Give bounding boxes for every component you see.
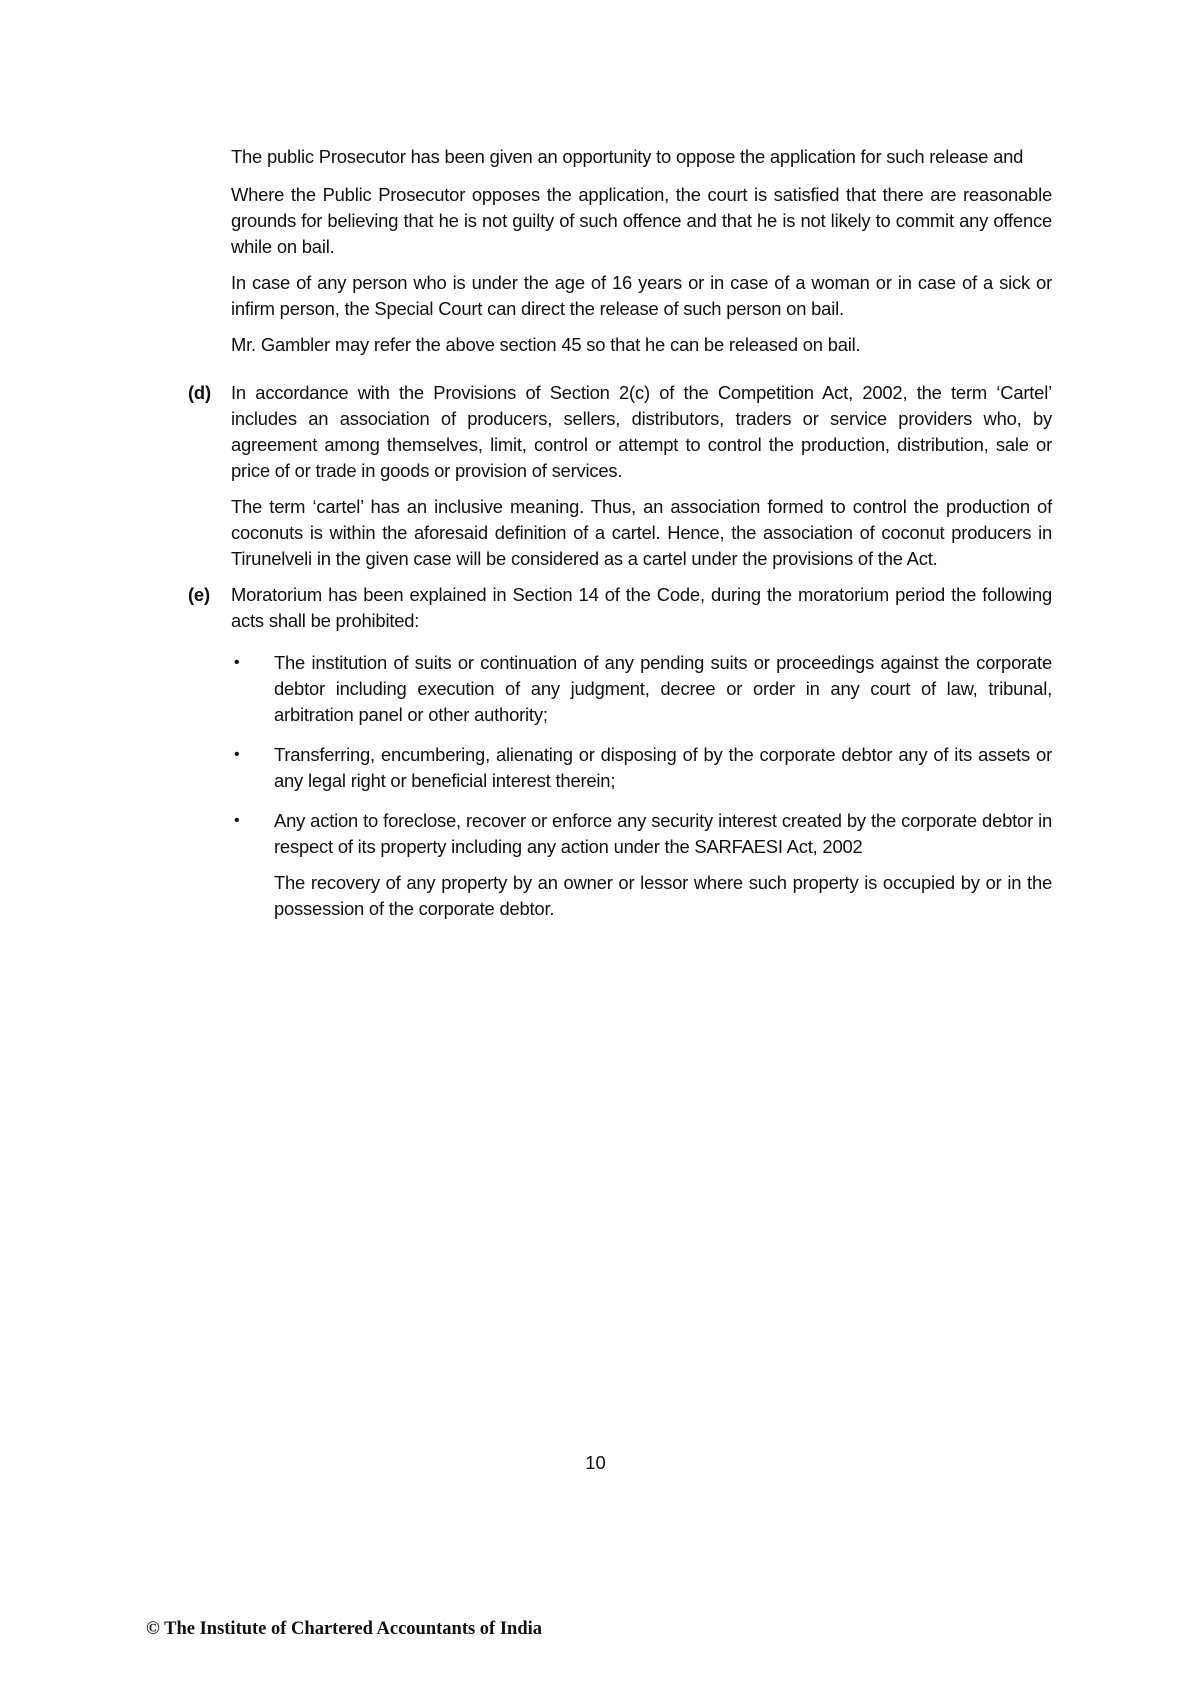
footer-copyright: © The Institute of Chartered Accountants of India (146, 1619, 543, 1639)
page-body (146, 144, 1052, 922)
paragraph-recovery-of-property: The recovery of any property by an owner or lessor where such property is occupied by or in the possession of the corporate debtor. (274, 872, 1052, 919)
bullet-icon: • (234, 654, 240, 671)
bullet-icon: • (234, 746, 240, 763)
paragraph-age-exception: In case of any person who is under the age of 16 years or in case of a woman or in case of a sick or infirm person, the Special Court can direct the release of such person on bail. (231, 272, 1052, 319)
item-e-text: Moratorium has been explained in Section 14 of the Code, during the moratorium period the following acts shall be prohibited: (231, 584, 1052, 631)
bullet-icon: • (234, 812, 240, 829)
paragraph-prosecutor-opportunity: The public Prosecutor has been given an opportunity to oppose the application for such release and (231, 146, 1024, 167)
list-item-text: Any action to foreclose, recover or enforce any security interest created by the corporate debtor in respect of its property including any action under the SARFAESI Act, 2002 (274, 810, 1052, 857)
list-item (146, 808, 1052, 860)
list-item-text: Transferring, encumbering, alienating or disposing of by the corporate debtor any of its assets or any legal right or beneficial interest therein; (274, 744, 1052, 791)
paragraph-gambler-bail: Mr. Gambler may refer the above section 45 so that he can be released on bail. (231, 334, 861, 355)
item-d-label: (d) (188, 382, 211, 403)
page-number: 10 (585, 1452, 606, 1473)
item-d-text: In accordance with the Provisions of Section 2(c) of the Competition Act, 2002, the term ‘Cartel’ includes an association of producers, sellers, distributors, traders or service providers who, by agreement among themselves, limit, control or attempt to control the production, distribution, sale or price of or trade in goods or provision of services. (231, 382, 1052, 481)
list-item (146, 742, 1052, 794)
list-item-text: The institution of suits or continuation of any pending suits or proceedings against the corporate debtor including execution of any judgment, decree or order in any court of law, tribunal, arbitration panel or other authority; (274, 652, 1052, 725)
paragraph-prosecutor-opposes: Where the Public Prosecutor opposes the application, the court is satisfied that there are reasonable grounds for believing that he is not guilty of such offence and that he is not likely to commit any offence while on bail. (231, 184, 1052, 257)
item-e (146, 582, 1052, 634)
item-d (146, 380, 1052, 484)
list-item (146, 650, 1052, 728)
item-e-label: (e) (188, 584, 210, 605)
moratorium-prohibited-acts-list (146, 650, 1052, 860)
paragraph-cartel-inclusive: The term ‘cartel’ has an inclusive meaning. Thus, an association formed to control the production of coconuts is within the aforesaid definition of a cartel. Hence, the association of coconut producers in Tirunelveli in the given case will be considered as a cartel under the provisions of the Act. (231, 496, 1052, 569)
